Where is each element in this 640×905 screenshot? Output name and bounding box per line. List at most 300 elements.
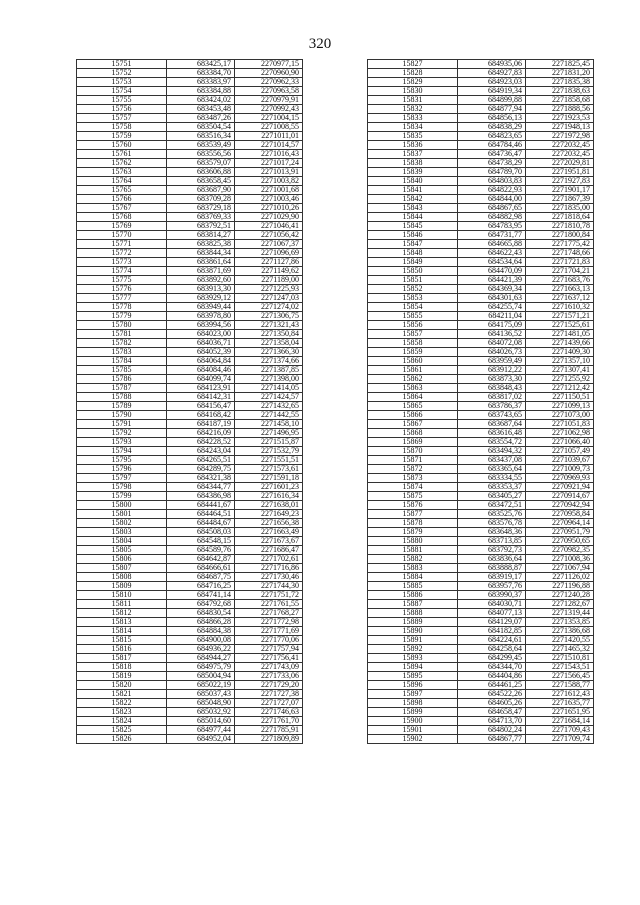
y-coordinate-cell: 2270958,84 (526, 510, 594, 519)
y-coordinate-cell: 2271867,39 (526, 195, 594, 204)
table-row (368, 519, 594, 528)
point-number-cell: 15862 (368, 375, 458, 384)
y-coordinate-cell: 2271189,00 (235, 276, 303, 285)
table-row (368, 285, 594, 294)
point-number-cell: 15855 (368, 312, 458, 321)
y-coordinate-cell: 2271357,10 (526, 357, 594, 366)
x-coordinate-cell: 683579,07 (167, 159, 235, 168)
point-number-cell: 15893 (368, 654, 458, 663)
x-coordinate-cell: 684216,09 (167, 429, 235, 438)
point-number-cell: 15776 (77, 285, 167, 294)
y-coordinate-cell: 2271056,42 (235, 231, 303, 240)
point-number-cell: 15901 (368, 726, 458, 735)
point-number-cell: 15844 (368, 213, 458, 222)
point-number-cell: 15773 (77, 258, 167, 267)
point-number-cell: 15835 (368, 132, 458, 141)
y-coordinate-cell: 2271011,01 (235, 132, 303, 141)
y-coordinate-cell: 2271255,92 (526, 375, 594, 384)
point-number-cell: 15825 (77, 726, 167, 735)
point-number-cell: 15894 (368, 663, 458, 672)
x-coordinate-cell: 683576,78 (458, 519, 526, 528)
point-number-cell: 15828 (368, 69, 458, 78)
x-coordinate-cell: 684642,87 (167, 555, 235, 564)
x-coordinate-cell: 684344,77 (167, 483, 235, 492)
table-row (77, 204, 303, 213)
x-coordinate-cell: 684867,77 (458, 735, 526, 744)
x-coordinate-cell: 683959,49 (458, 357, 526, 366)
table-row (368, 501, 594, 510)
point-number-cell: 15884 (368, 573, 458, 582)
y-coordinate-cell: 2271686,47 (235, 546, 303, 555)
x-coordinate-cell: 683990,37 (458, 591, 526, 600)
x-coordinate-cell: 683516,34 (167, 132, 235, 141)
table-row (77, 474, 303, 483)
x-coordinate-cell: 683929,12 (167, 294, 235, 303)
point-number-cell: 15762 (77, 159, 167, 168)
table-row (368, 87, 594, 96)
point-number-cell: 15812 (77, 609, 167, 618)
table-row (368, 105, 594, 114)
table-row (77, 321, 303, 330)
table-row (77, 582, 303, 591)
x-coordinate-cell: 684789,70 (458, 168, 526, 177)
table-row (77, 375, 303, 384)
table-row (77, 528, 303, 537)
table-row (77, 168, 303, 177)
y-coordinate-cell: 2271062,98 (526, 429, 594, 438)
y-coordinate-cell: 2271439,66 (526, 339, 594, 348)
point-number-cell: 15889 (368, 618, 458, 627)
point-number-cell: 15840 (368, 177, 458, 186)
point-number-cell: 15778 (77, 303, 167, 312)
point-number-cell: 15847 (368, 240, 458, 249)
y-coordinate-cell: 2271051,83 (526, 420, 594, 429)
y-coordinate-cell: 2271637,12 (526, 294, 594, 303)
point-number-cell: 15796 (77, 465, 167, 474)
y-coordinate-cell: 2271009,73 (526, 465, 594, 474)
x-coordinate-cell: 684975,79 (167, 663, 235, 672)
table-row (368, 582, 594, 591)
x-coordinate-cell: 683978,80 (167, 312, 235, 321)
x-coordinate-cell: 684783,95 (458, 222, 526, 231)
x-coordinate-cell: 683817,02 (458, 393, 526, 402)
y-coordinate-cell: 2271768,27 (235, 609, 303, 618)
table-row (368, 483, 594, 492)
table-row (368, 447, 594, 456)
point-number-cell: 15888 (368, 609, 458, 618)
table-row (77, 546, 303, 555)
x-coordinate-cell: 683648,36 (458, 528, 526, 537)
point-number-cell: 15809 (77, 582, 167, 591)
point-number-cell: 15822 (77, 699, 167, 708)
table-row (77, 60, 303, 69)
y-coordinate-cell: 2271029,90 (235, 213, 303, 222)
point-number-cell: 15848 (368, 249, 458, 258)
table-row (368, 591, 594, 600)
table-row (368, 699, 594, 708)
table-row (368, 312, 594, 321)
table-row (368, 690, 594, 699)
x-coordinate-cell: 684589,76 (167, 546, 235, 555)
point-number-cell: 15854 (368, 303, 458, 312)
point-number-cell: 15813 (77, 618, 167, 627)
x-coordinate-cell: 684622,43 (458, 249, 526, 258)
y-coordinate-cell: 2271901,17 (526, 186, 594, 195)
y-coordinate-cell: 2271748,66 (526, 249, 594, 258)
x-coordinate-cell: 683836,64 (458, 555, 526, 564)
x-coordinate-cell: 683888,87 (458, 564, 526, 573)
x-coordinate-cell: 684731,77 (458, 231, 526, 240)
y-coordinate-cell: 2271067,94 (526, 564, 594, 573)
table-row (77, 627, 303, 636)
y-coordinate-cell: 2271831,20 (526, 69, 594, 78)
table-row (368, 492, 594, 501)
table-row (77, 690, 303, 699)
point-number-cell: 15788 (77, 393, 167, 402)
x-coordinate-cell: 683472,51 (458, 501, 526, 510)
y-coordinate-cell: 2271770,06 (235, 636, 303, 645)
y-coordinate-cell: 2271274,02 (235, 303, 303, 312)
x-coordinate-cell: 684923,03 (458, 78, 526, 87)
point-number-cell: 15815 (77, 636, 167, 645)
x-coordinate-cell: 683873,30 (458, 375, 526, 384)
table-row (368, 528, 594, 537)
y-coordinate-cell: 2271420,55 (526, 636, 594, 645)
table-row (77, 645, 303, 654)
x-coordinate-cell: 683504,54 (167, 123, 235, 132)
point-number-cell: 15791 (77, 420, 167, 429)
point-number-cell: 15857 (368, 330, 458, 339)
point-number-cell: 15807 (77, 564, 167, 573)
x-coordinate-cell: 684182,85 (458, 627, 526, 636)
point-number-cell: 15755 (77, 96, 167, 105)
x-coordinate-cell: 684404,86 (458, 672, 526, 681)
x-coordinate-cell: 684844,00 (458, 195, 526, 204)
point-number-cell: 15859 (368, 348, 458, 357)
table-row (368, 303, 594, 312)
table-row (77, 303, 303, 312)
table-row (77, 393, 303, 402)
x-coordinate-cell: 683687,90 (167, 186, 235, 195)
x-coordinate-cell: 684228,52 (167, 438, 235, 447)
point-number-cell: 15866 (368, 411, 458, 420)
x-coordinate-cell: 684741,14 (167, 591, 235, 600)
point-number-cell: 15769 (77, 222, 167, 231)
point-number-cell: 15875 (368, 492, 458, 501)
table-row (368, 411, 594, 420)
point-number-cell: 15753 (77, 78, 167, 87)
x-coordinate-cell: 683892,60 (167, 276, 235, 285)
table-row (77, 87, 303, 96)
x-coordinate-cell: 683949,44 (167, 303, 235, 312)
y-coordinate-cell: 2271481,05 (526, 330, 594, 339)
x-coordinate-cell: 684687,75 (167, 573, 235, 582)
point-number-cell: 15756 (77, 105, 167, 114)
point-number-cell: 15871 (368, 456, 458, 465)
table-row (368, 717, 594, 726)
y-coordinate-cell: 2271532,79 (235, 447, 303, 456)
y-coordinate-cell: 2271543,51 (526, 663, 594, 672)
y-coordinate-cell: 2271601,23 (235, 483, 303, 492)
y-coordinate-cell: 2271756,41 (235, 654, 303, 663)
y-coordinate-cell: 2271515,87 (235, 438, 303, 447)
x-coordinate-cell: 684026,73 (458, 348, 526, 357)
x-coordinate-cell: 684977,44 (167, 726, 235, 735)
table-row (368, 132, 594, 141)
x-coordinate-cell: 683383,97 (167, 78, 235, 87)
x-coordinate-cell: 683334,55 (458, 474, 526, 483)
x-coordinate-cell: 683743,65 (458, 411, 526, 420)
point-number-cell: 15754 (77, 87, 167, 96)
x-coordinate-cell: 684952,04 (167, 735, 235, 744)
table-row (77, 258, 303, 267)
y-coordinate-cell: 2271010,26 (235, 204, 303, 213)
x-coordinate-cell: 684301,63 (458, 294, 526, 303)
y-coordinate-cell: 2271825,45 (526, 60, 594, 69)
x-coordinate-cell: 684168,42 (167, 411, 235, 420)
point-number-cell: 15846 (368, 231, 458, 240)
x-coordinate-cell: 684441,67 (167, 501, 235, 510)
table-row (368, 672, 594, 681)
y-coordinate-cell: 2271923,53 (526, 114, 594, 123)
x-coordinate-cell: 685022,19 (167, 681, 235, 690)
y-coordinate-cell: 2271972,98 (526, 132, 594, 141)
x-coordinate-cell: 684386,98 (167, 492, 235, 501)
point-number-cell: 15797 (77, 474, 167, 483)
point-number-cell: 15879 (368, 528, 458, 537)
y-coordinate-cell: 2271225,93 (235, 285, 303, 294)
table-row (77, 555, 303, 564)
point-number-cell: 15851 (368, 276, 458, 285)
y-coordinate-cell: 2271409,30 (526, 348, 594, 357)
y-coordinate-cell: 2270963,58 (235, 87, 303, 96)
table-row (77, 564, 303, 573)
point-number-cell: 15900 (368, 717, 458, 726)
y-coordinate-cell: 2271067,37 (235, 240, 303, 249)
x-coordinate-cell: 684866,28 (167, 618, 235, 627)
x-coordinate-cell: 683494,32 (458, 447, 526, 456)
point-number-cell: 15771 (77, 240, 167, 249)
point-number-cell: 15804 (77, 537, 167, 546)
x-coordinate-cell: 684072,08 (458, 339, 526, 348)
point-number-cell: 15800 (77, 501, 167, 510)
table-row (368, 321, 594, 330)
x-coordinate-cell: 683844,34 (167, 249, 235, 258)
x-coordinate-cell: 683994,56 (167, 321, 235, 330)
point-number-cell: 15892 (368, 645, 458, 654)
table-row (77, 123, 303, 132)
y-coordinate-cell: 2271066,40 (526, 438, 594, 447)
y-coordinate-cell: 2271743,09 (235, 663, 303, 672)
point-number-cell: 15869 (368, 438, 458, 447)
x-coordinate-cell: 684255,74 (458, 303, 526, 312)
table-row (77, 600, 303, 609)
point-number-cell: 15831 (368, 96, 458, 105)
y-coordinate-cell: 2271702,61 (235, 555, 303, 564)
point-number-cell: 15770 (77, 231, 167, 240)
table-row (77, 132, 303, 141)
point-number-cell: 15792 (77, 429, 167, 438)
x-coordinate-cell: 683437,08 (458, 456, 526, 465)
y-coordinate-cell: 2271588,77 (526, 681, 594, 690)
table-row (77, 222, 303, 231)
point-number-cell: 15830 (368, 87, 458, 96)
y-coordinate-cell: 2271704,21 (526, 267, 594, 276)
x-coordinate-cell: 684142,31 (167, 393, 235, 402)
point-number-cell: 15865 (368, 402, 458, 411)
table-row (77, 636, 303, 645)
x-coordinate-cell: 683384,70 (167, 69, 235, 78)
point-number-cell: 15895 (368, 672, 458, 681)
point-number-cell: 15784 (77, 357, 167, 366)
table-row (77, 699, 303, 708)
y-coordinate-cell: 2271757,94 (235, 645, 303, 654)
y-coordinate-cell: 2271247,03 (235, 294, 303, 303)
point-number-cell: 15751 (77, 60, 167, 69)
table-row (368, 276, 594, 285)
x-coordinate-cell: 684421,39 (458, 276, 526, 285)
x-coordinate-cell: 684823,65 (458, 132, 526, 141)
y-coordinate-cell: 2270982,35 (526, 546, 594, 555)
table-row (368, 654, 594, 663)
x-coordinate-cell: 683606,88 (167, 168, 235, 177)
table-row (77, 105, 303, 114)
point-number-cell: 15795 (77, 456, 167, 465)
x-coordinate-cell: 684792,68 (167, 600, 235, 609)
y-coordinate-cell: 2270914,67 (526, 492, 594, 501)
table-row (368, 78, 594, 87)
table-row (368, 168, 594, 177)
table-row (368, 627, 594, 636)
y-coordinate-cell: 2270977,15 (235, 60, 303, 69)
point-number-cell: 15811 (77, 600, 167, 609)
table-row (368, 645, 594, 654)
y-coordinate-cell: 2271809,89 (235, 735, 303, 744)
table-row (368, 150, 594, 159)
y-coordinate-cell: 2271016,43 (235, 150, 303, 159)
point-number-cell: 15880 (368, 537, 458, 546)
x-coordinate-cell: 684877,94 (458, 105, 526, 114)
x-coordinate-cell: 685032,92 (167, 708, 235, 717)
y-coordinate-cell: 2271353,85 (526, 618, 594, 627)
table-row (368, 195, 594, 204)
y-coordinate-cell: 2271835,00 (526, 204, 594, 213)
point-number-cell: 15805 (77, 546, 167, 555)
point-number-cell: 15874 (368, 483, 458, 492)
table-row (77, 96, 303, 105)
point-number-cell: 15824 (77, 717, 167, 726)
point-number-cell: 15810 (77, 591, 167, 600)
x-coordinate-cell: 683919,17 (458, 573, 526, 582)
y-coordinate-cell: 2271127,86 (235, 258, 303, 267)
x-coordinate-cell: 684156,47 (167, 402, 235, 411)
y-coordinate-cell: 2271008,36 (526, 555, 594, 564)
x-coordinate-cell: 684175,09 (458, 321, 526, 330)
y-coordinate-cell: 2271810,78 (526, 222, 594, 231)
table-row (368, 618, 594, 627)
y-coordinate-cell: 2271951,81 (526, 168, 594, 177)
y-coordinate-cell: 2271096,69 (235, 249, 303, 258)
y-coordinate-cell: 2270992,43 (235, 105, 303, 114)
table-row (77, 69, 303, 78)
x-coordinate-cell: 684803,83 (458, 177, 526, 186)
table-row (368, 681, 594, 690)
y-coordinate-cell: 2270969,93 (526, 474, 594, 483)
y-coordinate-cell: 2271612,43 (526, 690, 594, 699)
table-row (77, 312, 303, 321)
x-coordinate-cell: 683814,27 (167, 231, 235, 240)
table-row (77, 249, 303, 258)
point-number-cell: 15808 (77, 573, 167, 582)
y-coordinate-cell: 2272032,45 (526, 150, 594, 159)
y-coordinate-cell: 2271761,70 (235, 717, 303, 726)
table-row (368, 114, 594, 123)
x-coordinate-cell: 683729,18 (167, 204, 235, 213)
table-row (77, 285, 303, 294)
x-coordinate-cell: 684211,04 (458, 312, 526, 321)
y-coordinate-cell: 2271196,88 (526, 582, 594, 591)
x-coordinate-cell: 683792,73 (458, 546, 526, 555)
point-number-cell: 15891 (368, 636, 458, 645)
point-number-cell: 15779 (77, 312, 167, 321)
point-number-cell: 15803 (77, 528, 167, 537)
table-row (77, 429, 303, 438)
table-row (368, 204, 594, 213)
table-row (77, 663, 303, 672)
y-coordinate-cell: 2271150,51 (526, 393, 594, 402)
table-row (368, 240, 594, 249)
y-coordinate-cell: 2271525,61 (526, 321, 594, 330)
y-coordinate-cell: 2271838,63 (526, 87, 594, 96)
table-row (368, 258, 594, 267)
table-row (77, 195, 303, 204)
table-row (77, 573, 303, 582)
y-coordinate-cell: 2271610,32 (526, 303, 594, 312)
x-coordinate-cell: 684321,38 (167, 474, 235, 483)
x-coordinate-cell: 684299,45 (458, 654, 526, 663)
y-coordinate-cell: 2271744,30 (235, 582, 303, 591)
table-row (368, 213, 594, 222)
point-number-cell: 15883 (368, 564, 458, 573)
table-row (77, 348, 303, 357)
point-number-cell: 15887 (368, 600, 458, 609)
y-coordinate-cell: 2271374,66 (235, 357, 303, 366)
y-coordinate-cell: 2271727,07 (235, 699, 303, 708)
x-coordinate-cell: 684919,34 (458, 87, 526, 96)
x-coordinate-cell: 684884,38 (167, 627, 235, 636)
table-row (77, 654, 303, 663)
y-coordinate-cell: 2271835,38 (526, 78, 594, 87)
x-coordinate-cell: 683713,85 (458, 537, 526, 546)
table-row (77, 591, 303, 600)
point-number-cell: 15860 (368, 357, 458, 366)
point-number-cell: 15890 (368, 627, 458, 636)
x-coordinate-cell: 683871,69 (167, 267, 235, 276)
y-coordinate-cell: 2271721,83 (526, 258, 594, 267)
y-coordinate-cell: 2271858,68 (526, 96, 594, 105)
point-number-cell: 15829 (368, 78, 458, 87)
x-coordinate-cell: 684508,03 (167, 528, 235, 537)
y-coordinate-cell: 2271566,45 (526, 672, 594, 681)
table-row (368, 510, 594, 519)
x-coordinate-cell: 684867,65 (458, 204, 526, 213)
y-coordinate-cell: 2271818,64 (526, 213, 594, 222)
x-coordinate-cell: 684036,71 (167, 339, 235, 348)
x-coordinate-cell: 684258,64 (458, 645, 526, 654)
point-number-cell: 15897 (368, 690, 458, 699)
x-coordinate-cell: 684822,93 (458, 186, 526, 195)
table-row (368, 330, 594, 339)
